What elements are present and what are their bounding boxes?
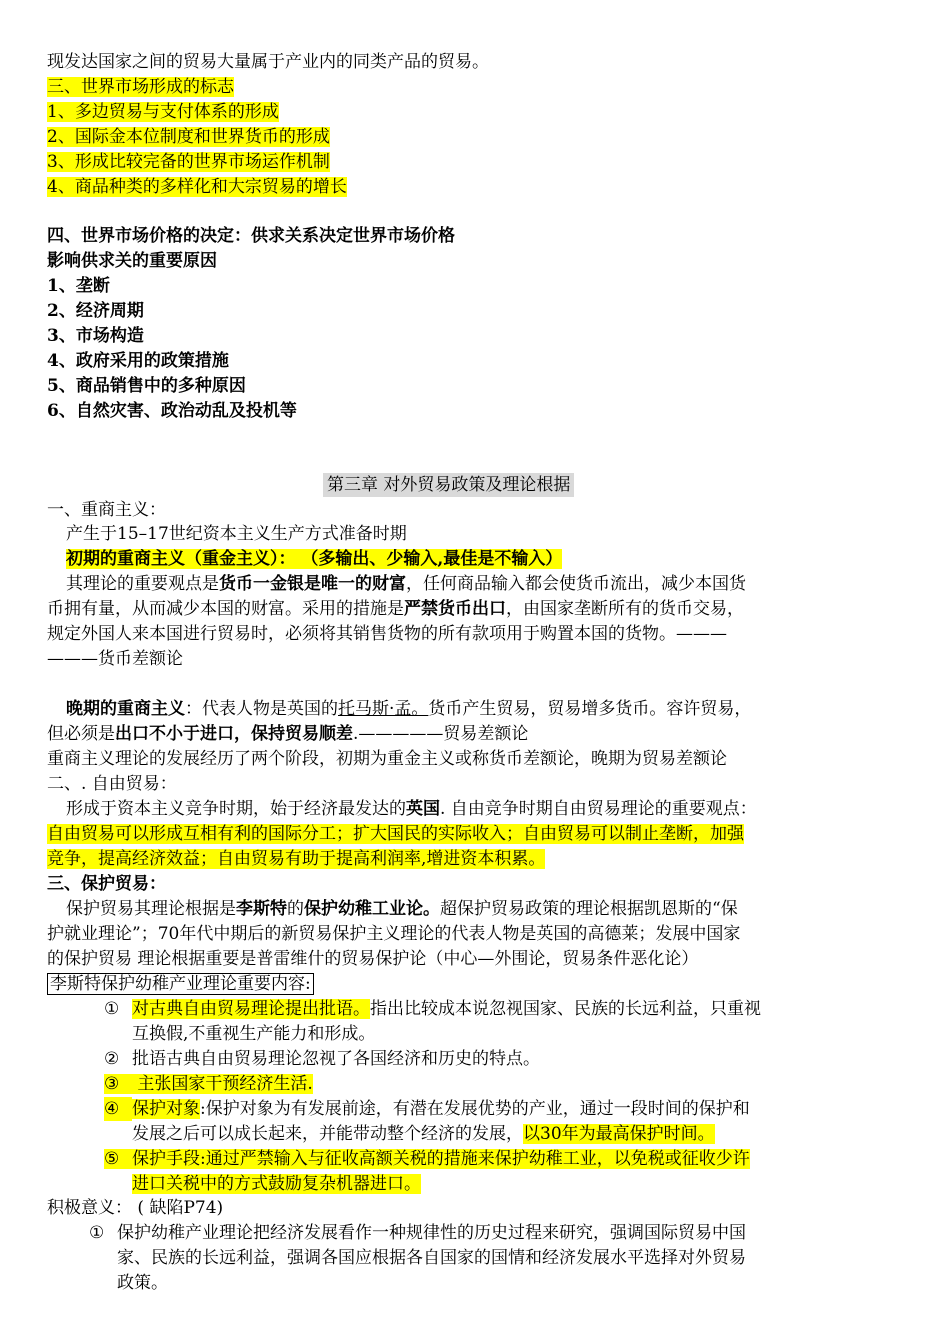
highlight-heading: 初期的重商主义（重金主义）： （多输出、少输入,最佳是不输入） xyxy=(66,549,563,569)
list-item: ① 对古典自由贸易理论提出批语。指出比较成本说忽视国家、民族的长远利益，只重视 xyxy=(104,999,761,1019)
paragraph-line: 其理论的重要观点是货币一金银是唯一的财富，任何商品输入都会使货币流出，减少本国货 xyxy=(66,574,746,594)
list-item: 3、形成比较完备的世界市场运作机制 xyxy=(47,152,330,172)
list-item: 3、市场构造 xyxy=(47,326,144,346)
list-item-continued: 发展之后可以成长起来，并能带动整个经济的发展，以30年为最高保护时间。 xyxy=(132,1124,715,1144)
list-item-continued: 互换假,不重视生产能力和形成。 xyxy=(132,1024,376,1044)
boxed-heading: 李斯特保护幼稚产业理论重要内容: xyxy=(47,972,314,996)
list-item: 6、自然灾害、政治动乱及投机等 xyxy=(47,401,297,421)
paragraph-line: 晚期的重商主义：代表人物是英国的托马斯·孟。货币产生贸易，贸易增多货币。容许贸易， xyxy=(66,699,752,719)
section-heading-4: 四、世界市场价格的决定：供求关系决定世界市场价格 xyxy=(47,226,455,246)
list-item: ① 保护幼稚产业理论把经济发展看作一种规律性的历史过程来研究，强调国际贸易中国 xyxy=(89,1223,746,1243)
list-item-continued: 家、民族的长远利益，强调各国应根据各自国家的国情和经济发展水平选择对外贸易 xyxy=(117,1248,746,1268)
list-item-continued: 政策。 xyxy=(117,1273,168,1293)
paragraph-line: 但必须是出口不小于进口，保持贸易顺差.—————贸易差额论 xyxy=(47,724,529,744)
list-item: ④ 保护对象:保护对象为有发展前途，有潜在发展优势的产业，通过一段时间的保护和 xyxy=(104,1099,750,1119)
paragraph-line: 产生于15–17世纪资本主义生产方式准备时期 xyxy=(66,524,407,544)
list-item: 2、经济周期 xyxy=(47,301,144,321)
list-item: 5、商品销售中的多种原因 xyxy=(47,376,246,396)
section-heading-3: 三、世界市场形成的标志 xyxy=(47,77,234,97)
list-item: ⑤ 保护手段:通过严禁输入与征收高额关税的措施来保护幼稚工业，以免税或征收少许 xyxy=(104,1149,750,1169)
list-item: 4、商品种类的多样化和大宗贸易的增长 xyxy=(47,177,347,197)
list-item-continued: 进口关税中的方式鼓励复杂机器进口。 xyxy=(132,1174,421,1194)
paragraph-line: 规定外国人来本国进行贸易时，必须将其销售货物的所有款项用于购置本国的货物。——— xyxy=(47,624,727,644)
paragraph-line: 护就业理论”；70年代中期后的新贸易保护主义理论的代表人物是英国的高德莱；发展中国家 xyxy=(47,924,741,944)
paragraph-line: 形成于资本主义竞争时期，始于经济最发达的英国. 自由竞争时期自由贸易理论的重要观点： xyxy=(66,799,757,819)
paragraph-line: 自由贸易可以形成互相有利的国际分工；扩大国民的实际收入；自由贸易可以制止垄断，加强 xyxy=(47,824,744,844)
list-item: ③ 主张国家干预经济生活. xyxy=(104,1074,313,1094)
section-heading: 三、保护贸易： xyxy=(47,874,166,894)
list-item: 2、国际金本位制度和世界货币的形成 xyxy=(47,127,330,147)
list-item: 1、垄断 xyxy=(47,276,110,296)
list-item: 1、多边贸易与支付体系的形成 xyxy=(47,102,279,122)
intro-line: 现发达国家之间的贸易大量属于产业内的同类产品的贸易。 xyxy=(47,52,489,72)
paragraph-line: 币拥有量，从而减少本国的财富。采用的措施是严禁货币出口，由国家垄断所有的货币交易， xyxy=(47,599,744,619)
paragraph-line: 重商主义理论的发展经历了两个阶段，初期为重金主义或称货币差额论，晚期为贸易差额论 xyxy=(47,749,727,769)
subheading: 积极意义： ( 缺陷P74) xyxy=(47,1198,224,1218)
section-heading: 一、重商主义： xyxy=(47,500,166,520)
chapter-title: 第三章 对外贸易政策及理论根据 xyxy=(323,473,574,497)
paragraph-line: 的保护贸易 理论根据重要是普雷维什的贸易保护论（中心—外围论，贸易条件恶化论） xyxy=(47,949,699,969)
paragraph-line: 保护贸易其理论根据是李斯特的保护幼稚工业论。超保护贸易政策的理论根据凯恩斯的“保 xyxy=(66,899,738,919)
section-heading: 二、. 自由贸易： xyxy=(47,774,177,794)
subheading: 影响供求关的重要原因 xyxy=(47,251,217,271)
list-item: 4、政府采用的政策措施 xyxy=(47,351,229,371)
paragraph-line: 竞争，提高经济效益；自由贸易有助于提高利润率,增进资本积累。 xyxy=(47,849,546,869)
list-item: ② 批语古典自由贸易理论忽视了各国经济和历史的特点。 xyxy=(104,1049,540,1069)
paragraph-line: ———货币差额论 xyxy=(47,649,183,669)
